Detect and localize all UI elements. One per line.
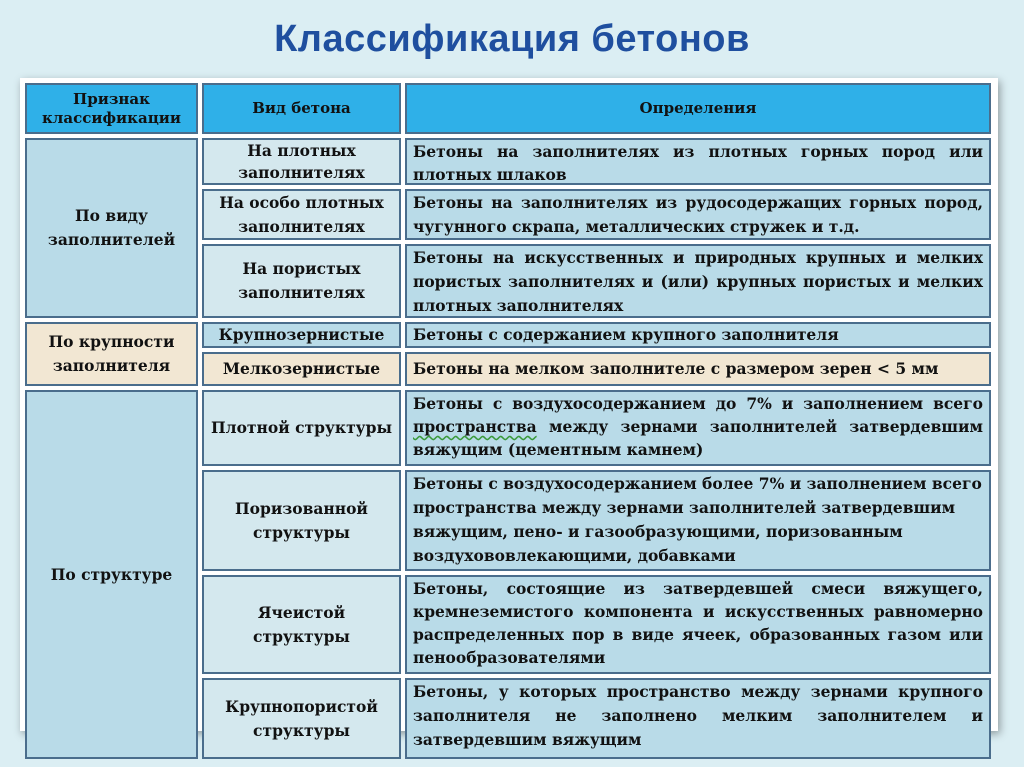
- definition-coarse-grained: Бетоны с содержанием крупного заполнителя: [405, 322, 991, 348]
- definition-fine-grained: Бетоны на мелком заполнителе с размером зерен < 5 мм: [405, 352, 991, 386]
- category-aggregate-type: По виду заполнителей: [25, 138, 198, 318]
- definition-cellular-structure: Бетоны, состоящие из затвердевшей смеси вяжущего, кремнеземистого компонента и искусственных равномерно распределенных пор в виде ячеек, образованных газом или пенообразователями: [405, 575, 991, 674]
- classification-table-sheet: [20, 78, 998, 749]
- definition-dense-structure: [405, 390, 991, 466]
- header-type: Вид бетона: [202, 83, 401, 134]
- type-porized-structure: Поризованной структуры: [202, 470, 401, 571]
- header-definition: Определения: [405, 83, 991, 134]
- definition-large-pore-structure: Бетоны, у которых пространство между зернами крупного заполнителя не заполнено мелким заполнителем и затвердевшим вяжущим: [405, 678, 991, 759]
- classification-table: [25, 83, 991, 749]
- definition-dense-aggregate: Бетоны на заполнителях из плотных горных пород или плотных шлаков: [405, 138, 991, 185]
- definition-porized-structure: Бетоны с воздухосодержанием более 7% и заполнением всего пространства между зернами заполнителей затвердевшим вяжущим, пено- и газообразующими, поризованным воздухововлекающими, добавками: [405, 470, 991, 571]
- definition-dense-structure-part1: Бетоны с воздухосодержанием до 7% и заполнением всего: [413, 394, 983, 413]
- page-title: Классификация бетонов: [274, 18, 750, 60]
- definition-extra-dense-aggregate: Бетоны на заполнителях из рудосодержащих горных пород, чугунного скрапа, металлических стружек и т.д.: [405, 189, 991, 240]
- category-aggregate-size: По крупности заполнителя: [25, 322, 198, 386]
- header-feature: Признак классификации: [25, 83, 198, 134]
- definition-porous-aggregate: Бетоны на искусственных и природных крупных и мелких пористых заполнителях и (или) крупных пористых и мелких плотных заполнителях: [405, 244, 991, 318]
- type-porous-aggregate: На пористых заполнителях: [202, 244, 401, 318]
- definition-dense-structure-part2: между зернами заполнителей затвердевшим вяжущим (цементным камнем): [413, 417, 983, 459]
- type-coarse-grained: Крупнозернистые: [202, 322, 401, 348]
- type-fine-grained: Мелкозернистые: [202, 352, 401, 386]
- type-extra-dense-aggregate: На особо плотных заполнителях: [202, 189, 401, 240]
- spellcheck-marked-word: пространства: [413, 417, 537, 436]
- category-structure: По структуре: [25, 390, 198, 759]
- type-cellular-structure: Ячеистой структуры: [202, 575, 401, 674]
- type-dense-aggregate: На плотных заполнителях: [202, 138, 401, 185]
- type-dense-structure: Плотной структуры: [202, 390, 401, 466]
- type-large-pore-structure: Крупнопористой структуры: [202, 678, 401, 759]
